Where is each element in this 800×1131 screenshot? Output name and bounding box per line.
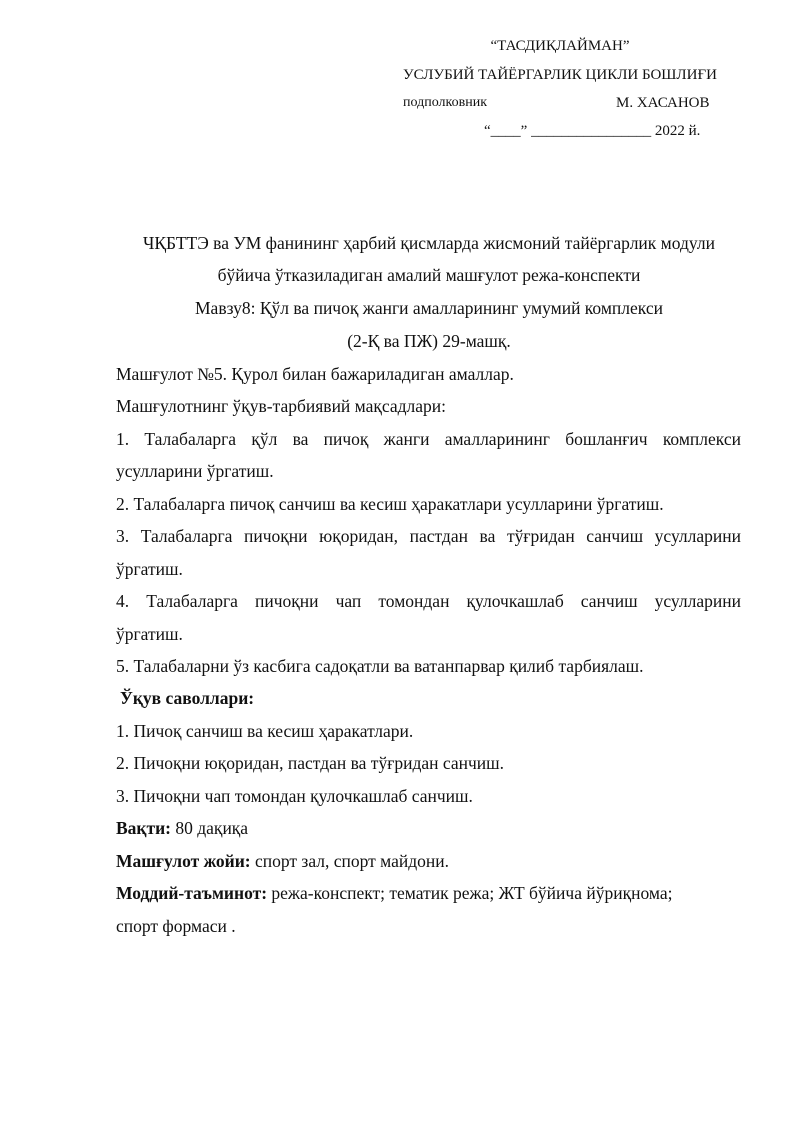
approval-rank: подполковник (403, 95, 487, 110)
time-value: 80 дақиқа (171, 818, 249, 838)
goal-4-line-1: 4. Талабаларга пичоқни чап томондан қулочкашлаб санчиш усулларини (116, 591, 741, 611)
approval-title: “ТАСДИҚЛАЙМАН” (490, 38, 630, 54)
place-row (116, 851, 449, 872)
place-label: Машғулот жойи: (116, 851, 251, 871)
document-title-topic: Мавзу8: Қўл ва пичоқ жанги амалларининг умумий комплекси (195, 298, 663, 318)
question-1: 1. Пичоқ санчиш ва кесиш ҳаракатлари. (116, 721, 414, 741)
goal-1-line-1: 1. Талабаларга қўл ва пичоқ жанги амалларининг бошланғич комплекси (116, 429, 741, 449)
document-title-exercise: (2-Қ ва ПЖ) 29-машқ. (347, 331, 511, 351)
approval-date: “____” ________________ 2022 й. (484, 123, 701, 139)
time-label: Вақти: (116, 818, 172, 838)
time-row (116, 818, 248, 839)
document-title-line-2: бўйича ўтказиладиган амалий машғулот режа-конспекти (217, 265, 641, 285)
question-2: 2. Пичоқни юқоридан, пастдан ва тўғридан санчиш. (116, 753, 505, 773)
goal-1-line-2: усулларини ўргатиш. (116, 461, 274, 481)
supply-row (116, 883, 672, 904)
questions-heading: Ўқув саволлари: (120, 688, 255, 708)
approval-name: М. ХАСАНОВ (616, 95, 710, 111)
question-3: 3. Пичоқни чап томондан қулочкашлаб санчиш. (116, 786, 473, 806)
goal-3-line-2: ўргатиш. (116, 559, 183, 579)
supply-row-continuation: спорт формаси . (116, 916, 236, 936)
goal-4-line-2: ўргатиш. (116, 624, 183, 644)
document-title-line-1: ЧҚБТТЭ ва УМ фанининг ҳарбий қисмларда жисмоний тайёргарлик модули (143, 233, 715, 253)
lesson-line: Машғулот №5. Қурол билан бажариладиган амаллар. (116, 364, 514, 384)
goal-5: 5. Талабаларни ўз касбига садоқатли ва ватанпарвар қилиб тарбиялаш. (116, 656, 644, 676)
place-value: спорт зал, спорт майдони. (250, 851, 449, 871)
supply-value: режа-конспект; тематик режа; ЖТ бўйича йўриқнома; (267, 883, 673, 903)
goal-3-line-1: 3. Талабаларга пичоқни юқоридан, пастдан ва тўғридан санчиш усулларини (116, 526, 741, 546)
goal-2: 2. Талабаларга пичоқ санчиш ва кесиш ҳаракатлари усулларини ўргатиш. (116, 494, 664, 514)
approval-position: УСЛУБИЙ ТАЙЁРГАРЛИК ЦИКЛИ БОШЛИҒИ (403, 67, 717, 83)
supply-label: Моддий-таъминот: (116, 883, 268, 903)
goals-heading: Машғулотнинг ўқув-тарбиявий мақсадлари: (116, 396, 447, 416)
